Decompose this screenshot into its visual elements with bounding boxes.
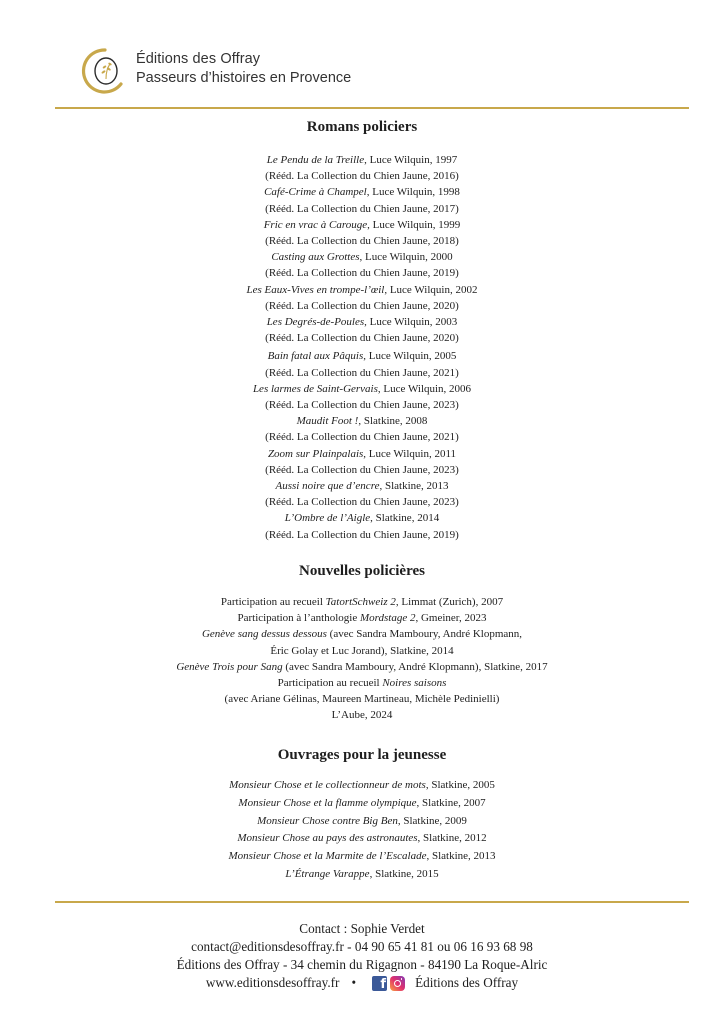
roman-entry-reedition: (Rééd. La Collection du Chien Jaune, 2023)	[265, 496, 459, 509]
nouvelle-entry	[0, 594, 724, 610]
jeunesse-entry	[0, 866, 724, 884]
jeunesse-entry	[0, 830, 724, 848]
entry-details: , Luce Wilquin, 2003	[364, 316, 458, 329]
roman-entry	[0, 413, 724, 445]
entry-title: Aussi noire que d’encre	[275, 480, 380, 493]
roman-entry-reedition: (Rééd. La Collection du Chien Jaune, 2023)	[265, 399, 459, 412]
roman-entry-main	[0, 510, 724, 526]
nouvelle-entry	[0, 659, 724, 675]
offray-logo-icon	[80, 46, 130, 96]
roman-entry-main	[0, 381, 724, 397]
entry-details: (avec Sandra Mamboury, André Klopmann,	[326, 628, 523, 641]
entry-details: , Limmat (Zurich), 2007	[395, 596, 504, 608]
entry-text: Participation au recueil	[277, 677, 383, 690]
entry-details: , Slatkine, 2005	[425, 779, 495, 791]
entry-details: , Slatkine, 2015	[369, 867, 439, 880]
entry-title: Bain fatal aux Pâquis	[267, 350, 364, 363]
roman-entry	[0, 184, 724, 216]
nouvelle-entry-continued: Éric Golay et Luc Jorand), Slatkine, 2014	[270, 644, 454, 657]
roman-entry-reedition: (Rééd. La Collection du Chien Jaune, 2019)	[265, 528, 459, 541]
entry-title: Monsieur Chose contre Big Ben	[257, 814, 398, 827]
section-title-romans: Romans policiers	[306, 119, 418, 135]
entry-title: Noires saisons	[382, 677, 447, 690]
jeunesse-entry	[0, 777, 724, 795]
web-row	[0, 974, 724, 992]
entry-title: Les Eaux-Vives en trompe-l’œil	[246, 283, 385, 296]
social-account-name: Éditions des Offray	[415, 975, 519, 991]
roman-entry-main	[0, 348, 724, 364]
roman-entry	[0, 249, 724, 281]
jeunesse-entry	[0, 813, 724, 831]
contact-name: Contact : Sophie Verdet	[299, 921, 425, 936]
entry-details: , Luce Wilquin, 2011	[363, 447, 457, 460]
entry-details: , Gmeiner, 2023	[415, 612, 487, 625]
roman-entry-main	[0, 478, 724, 494]
roman-entry	[0, 510, 724, 542]
roman-entry-main	[0, 282, 724, 298]
facebook-icon[interactable]: f	[372, 976, 387, 991]
roman-entry-reedition: (Rééd. La Collection du Chien Jaune, 2017)	[265, 202, 459, 215]
jeunesse-entry	[0, 848, 724, 866]
section-title-jeunesse: Ouvrages pour la jeunesse	[277, 747, 447, 763]
entry-title: Café-Crime à Champel	[264, 186, 367, 199]
brand	[136, 50, 351, 88]
roman-entry-reedition: (Rééd. La Collection du Chien Jaune, 2016)	[265, 170, 459, 183]
contact-email-phone: contact@editionsdesoffray.fr - 04 90 65 41 81 ou 06 16 93 68 98	[191, 938, 533, 954]
entry-details: (avec Sandra Mamboury, André Klopmann), Slatkine, 2017	[282, 660, 548, 673]
entry-details: , Luce Wilquin, 2000	[359, 251, 453, 264]
roman-entry-main	[0, 217, 724, 233]
roman-entry-reedition: (Rééd. La Collection du Chien Jaune, 2019)	[265, 267, 459, 280]
entry-title: Fric en vrac à Carouge	[263, 218, 368, 231]
entry-details: , Slatkine, 2007	[416, 796, 486, 809]
entry-title: L’Ombre de l’Aigle	[284, 512, 371, 525]
entry-details: , Slatkine, 2013	[426, 850, 496, 863]
roman-entry	[0, 314, 724, 346]
section-title-nouvelles: Nouvelles policières	[299, 563, 425, 579]
entry-details: , Slatkine, 2009	[397, 814, 467, 827]
entry-title: L’Étrange Varappe	[285, 867, 370, 880]
entry-details: , Luce Wilquin, 1999	[367, 218, 461, 231]
header-divider	[55, 107, 689, 109]
roman-entry-main	[0, 314, 724, 330]
entry-details: , Slatkine, 2008	[358, 415, 428, 428]
roman-entry-main	[0, 413, 724, 429]
roman-entry-reedition: (Rééd. La Collection du Chien Jaune, 2020)	[265, 299, 459, 312]
entry-title: Le Pendu de la Treille	[266, 154, 365, 166]
contact-address: Éditions des Offray - 34 chemin du Rigagnon - 84190 La Roque-Alric	[176, 956, 548, 972]
entry-title: Maudit Foot !	[296, 415, 359, 428]
romans-list	[0, 152, 724, 543]
social-icons	[372, 976, 405, 991]
jeunesse-list	[0, 777, 724, 884]
entry-details: , Luce Wilquin, 2006	[377, 382, 472, 395]
roman-entry	[0, 381, 724, 413]
roman-entry-reedition: (Rééd. La Collection du Chien Jaune, 2023)	[265, 463, 459, 476]
roman-entry-main	[0, 249, 724, 265]
entry-details: , Luce Wilquin, 2005	[363, 350, 457, 363]
entry-title: TatortSchweiz 2	[325, 596, 396, 608]
roman-entry-main	[0, 152, 724, 168]
entry-title: Monsieur Chose et le collectionneur de mots	[229, 779, 426, 791]
entry-title: Les Degrés-de-Poules	[266, 316, 365, 329]
entry-title: Genève sang dessus dessous	[201, 628, 327, 641]
entry-title: Monsieur Chose et la flamme olympique	[238, 796, 417, 809]
entry-details: , Luce Wilquin, 1997	[364, 154, 458, 166]
roman-entry-reedition: (Rééd. La Collection du Chien Jaune, 2021)	[265, 431, 459, 444]
entry-details: , Luce Wilquin, 1998	[366, 186, 460, 199]
entry-title: Les larmes de Saint-Gervais	[252, 382, 378, 395]
entry-text: Participation au recueil	[220, 596, 326, 608]
jeunesse-entry	[0, 795, 724, 813]
entry-details: , Luce Wilquin, 2002	[384, 283, 478, 296]
entry-details: , Slatkine, 2014	[370, 512, 440, 525]
entry-title: Casting aux Grottes	[271, 251, 360, 264]
brand-tagline: Passeurs d’histoires en Provence	[136, 70, 352, 86]
roman-entry-reedition: (Rééd. La Collection du Chien Jaune, 2021)	[265, 366, 459, 379]
nouvelles-list	[0, 594, 724, 724]
roman-entry	[0, 348, 724, 380]
brand-name: Éditions des Offray	[136, 51, 261, 67]
entry-title: Mordstage 2	[359, 612, 416, 625]
entry-title: Genève Trois pour Sang	[176, 660, 283, 673]
roman-entry-main	[0, 184, 724, 200]
nouvelle-entry	[0, 610, 724, 626]
roman-entry-reedition: (Rééd. La Collection du Chien Jaune, 2018)	[265, 235, 459, 248]
entry-text: Participation à l’anthologie	[237, 612, 360, 625]
nouvelle-entry-continued: (avec Ariane Gélinas, Maureen Martineau, Michèle Pedinielli)	[224, 693, 500, 706]
entry-details: , Slatkine, 2013	[379, 480, 449, 493]
roman-entry	[0, 282, 724, 314]
roman-entry-reedition: (Rééd. La Collection du Chien Jaune, 2020)	[265, 332, 459, 345]
entry-title: Zoom sur Plainpalais	[267, 447, 364, 460]
nouvelle-entry	[0, 626, 724, 642]
instagram-icon[interactable]	[390, 976, 405, 991]
nouvelle-entry	[0, 675, 724, 691]
entry-title: Monsieur Chose et la Marmite de l’Escalade	[228, 850, 427, 863]
website-link[interactable]: www.editionsdesoffray.fr	[205, 975, 340, 991]
separator-bullet: •	[351, 975, 357, 991]
footer	[0, 920, 724, 992]
roman-entry	[0, 152, 724, 184]
roman-entry	[0, 446, 724, 478]
roman-entry	[0, 478, 724, 510]
roman-entry	[0, 217, 724, 249]
nouvelle-entry-continued: L’Aube, 2024	[331, 709, 393, 722]
entry-details: , Slatkine, 2012	[417, 832, 487, 845]
roman-entry-main	[0, 446, 724, 462]
entry-title: Monsieur Chose au pays des astronautes	[237, 832, 418, 845]
footer-divider	[55, 901, 689, 903]
